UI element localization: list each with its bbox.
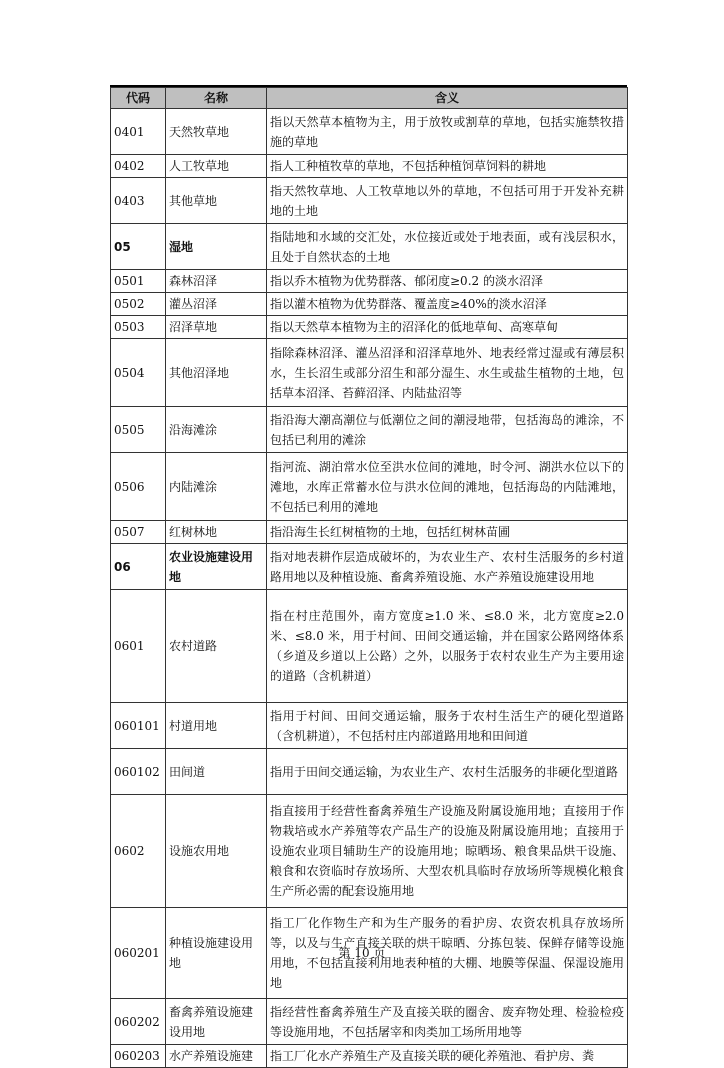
cell-name: 灌丛沼泽 <box>166 293 267 316</box>
cell-name: 设施农用地 <box>166 795 267 908</box>
cell-meaning: 指用于田间交通运输，为农业生产、农村生活服务的非硬化型道路 <box>267 749 628 795</box>
cell-name: 内陆滩涂 <box>166 453 267 521</box>
table-row <box>111 178 628 224</box>
table-row <box>111 703 628 749</box>
cell-code: 060102 <box>111 749 166 795</box>
cell-meaning: 指陆地和水域的交汇处，水位接近或处于地表面，或有浅层积水，且处于自然状态的土地 <box>267 224 628 270</box>
cell-meaning: 指对地表耕作层造成破坏的，为农业生产、农村生活服务的乡村道路用地以及种植设施、畜禽养殖设施、水产养殖设施建设用地 <box>267 544 628 590</box>
cell-name: 农村道路 <box>166 590 267 703</box>
cell-meaning: 指沿海生长红树植物的土地，包括红树林苗圃 <box>267 521 628 544</box>
table-row <box>111 999 628 1045</box>
cell-code: 0403 <box>111 178 166 224</box>
cell-code: 0502 <box>111 293 166 316</box>
cell-name: 水产养殖设施建 <box>166 1045 267 1068</box>
cell-meaning: 指以天然草本植物为主，用于放牧或割草的草地，包括实施禁牧措施的草地 <box>267 109 628 155</box>
cell-meaning: 指以天然草本植物为主的沼泽化的低地草甸、高寒草甸 <box>267 316 628 339</box>
cell-name: 其他沼泽地 <box>166 339 267 407</box>
table-row <box>111 590 628 703</box>
table-row <box>111 795 628 908</box>
cell-code: 0602 <box>111 795 166 908</box>
cell-meaning: 指工厂化水产养殖生产及直接关联的硬化养殖池、看护房、粪 <box>267 1045 628 1068</box>
cell-code: 0402 <box>111 155 166 178</box>
table-row <box>111 339 628 407</box>
cell-code: 0503 <box>111 316 166 339</box>
cell-code: 0505 <box>111 407 166 453</box>
cell-name: 沿海滩涂 <box>166 407 267 453</box>
cell-meaning: 指在村庄范围外，南方宽度≥1.0 米、≤8.0 米，北方宽度≥2.0 米、≤8.0 米，用于村间、田间交通运输，并在国家公路网络体系（乡道及乡道以上公路）之外，以服务于农村农业生产为主要用途的道路（含机耕道） <box>267 590 628 703</box>
cell-code: 060203 <box>111 1045 166 1068</box>
cell-meaning: 指除森林沼泽、灌丛沼泽和沼泽草地外、地表经常过湿或有薄层积水，生长沼生或部分沼生和部分湿生、水生或盐生植物的土地，包括草本沼泽、苔藓沼泽、内陆盐沼等 <box>267 339 628 407</box>
table-body <box>111 109 628 1068</box>
cell-meaning: 指以乔木植物为优势群落、郁闭度≥0.2 的淡水沼泽 <box>267 270 628 293</box>
cell-code: 05 <box>111 224 166 270</box>
cell-name: 森林沼泽 <box>166 270 267 293</box>
table-row <box>111 407 628 453</box>
table-row <box>111 293 628 316</box>
cell-name: 红树林地 <box>166 521 267 544</box>
cell-name: 天然牧草地 <box>166 109 267 155</box>
cell-name: 沼泽草地 <box>166 316 267 339</box>
cell-code: 0601 <box>111 590 166 703</box>
table-row <box>111 155 628 178</box>
table-row <box>111 544 628 590</box>
table-row <box>111 1045 628 1068</box>
cell-code: 0506 <box>111 453 166 521</box>
cell-meaning: 指经营性畜禽养殖生产及直接关联的圈舍、废弃物处理、检验检疫等设施用地，不包括屠宰和肉类加工场所用地等 <box>267 999 628 1045</box>
table-row <box>111 224 628 270</box>
cell-code: 060101 <box>111 703 166 749</box>
table-row <box>111 453 628 521</box>
table-row <box>111 316 628 339</box>
page-number: 第 10 页 <box>338 946 386 960</box>
cell-meaning: 指天然牧草地、人工牧草地以外的草地，不包括可用于开发补充耕地的土地 <box>267 178 628 224</box>
cell-code: 0501 <box>111 270 166 293</box>
land-use-table <box>110 87 628 1068</box>
cell-meaning: 指人工种植牧草的草地，不包括种植饲草饲料的耕地 <box>267 155 628 178</box>
cell-name: 湿地 <box>166 224 267 270</box>
cell-meaning: 指以灌木植物为优势群落、覆盖度≥40%的淡水沼泽 <box>267 293 628 316</box>
cell-name: 农业设施建设用地 <box>166 544 267 590</box>
cell-code: 0401 <box>111 109 166 155</box>
cell-name: 其他草地 <box>166 178 267 224</box>
table-header-row <box>111 88 628 109</box>
cell-name: 人工牧草地 <box>166 155 267 178</box>
cell-name: 田间道 <box>166 749 267 795</box>
cell-code: 0507 <box>111 521 166 544</box>
cell-name: 村道用地 <box>166 703 267 749</box>
table-row <box>111 521 628 544</box>
cell-meaning: 指河流、湖泊常水位至洪水位间的滩地，时令河、湖洪水位以下的滩地，水库正常蓄水位与洪水位间的滩地，包括海岛的内陆滩地，不包括已利用的滩地 <box>267 453 628 521</box>
cell-meaning: 指用于村间、田间交通运输，服务于农村生活生产的硬化型道路（含机耕道），不包括村庄内部道路用地和田间道 <box>267 703 628 749</box>
cell-meaning: 指工厂化作物生产和为生产服务的看护房、农资农机具存放场所等，以及与生产直接关联的烘干晾晒、分拣包装、保鲜存储等设施用地，不包括直接利用地表种植的大棚、地膜等保温、保湿设施用地 <box>267 908 628 999</box>
table-row <box>111 270 628 293</box>
table-row <box>111 109 628 155</box>
cell-code: 06 <box>111 544 166 590</box>
table-row <box>111 749 628 795</box>
cell-meaning: 指沿海大潮高潮位与低潮位之间的潮浸地带，包括海岛的滩涂，不包括已利用的滩涂 <box>267 407 628 453</box>
cell-code: 060201 <box>111 908 166 999</box>
header-code: 代码 <box>111 88 166 109</box>
cell-code: 0504 <box>111 339 166 407</box>
cell-meaning: 指直接用于经营性畜禽养殖生产设施及附属设施用地；直接用于作物栽培或水产养殖等农产品生产的设施及附属设施用地；直接用于设施农业项目辅助生产的设施用地；晾晒场、粮食果品烘干设施、粮食和农资临时存放场所、大型农机具临时存放场所等规模化粮食生产所必需的配套设施用地 <box>267 795 628 908</box>
cell-name: 畜禽养殖设施建设用地 <box>166 999 267 1045</box>
cell-name: 种植设施建设用地 <box>166 908 267 999</box>
cell-code: 060202 <box>111 999 166 1045</box>
header-name: 名称 <box>166 88 267 109</box>
header-meaning: 含义 <box>267 88 628 109</box>
